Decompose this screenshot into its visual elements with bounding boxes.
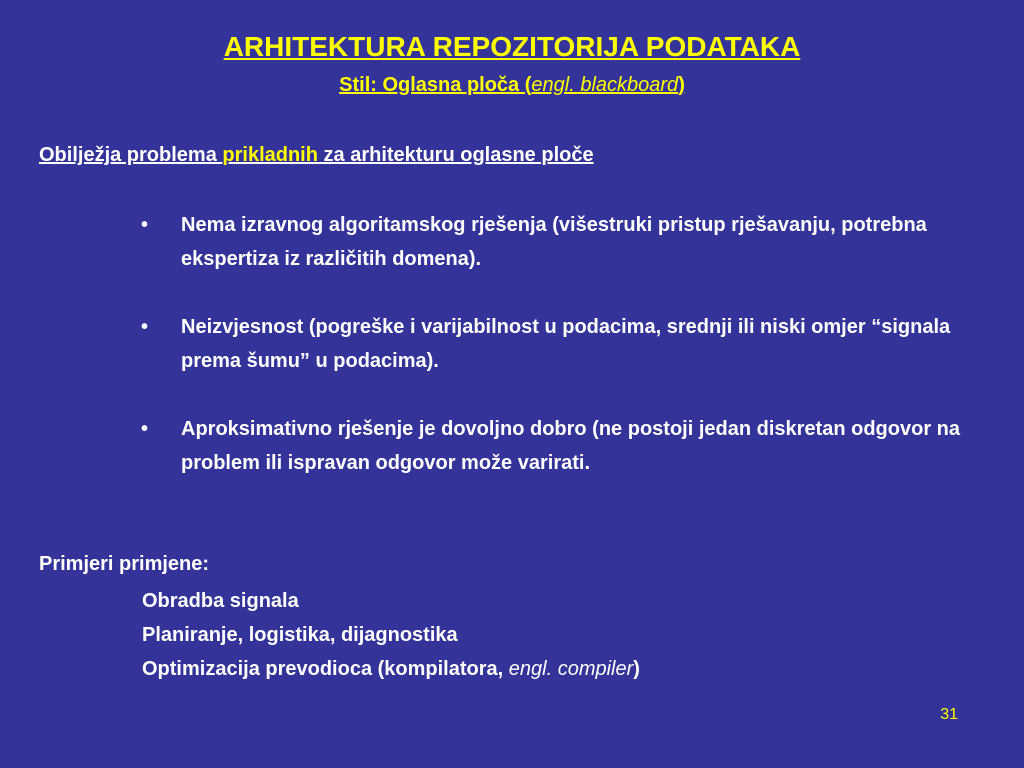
- bullet-item: [141, 412, 991, 480]
- bullet-dot-icon: •: [141, 418, 149, 440]
- bullet-dot-icon: •: [141, 316, 149, 338]
- example-compiler-prefix: Optimizacija prevodioca (kompilatora,: [142, 658, 509, 680]
- bullet-item: [141, 208, 991, 276]
- heading-before: Obilježja problema: [39, 144, 223, 166]
- bullet-text: Neizvjesnost (pogreške i varijabilnost u podacima, srednji ili niski omjer “signala prema šumu” u podacima).: [181, 316, 951, 372]
- page-number: 31: [940, 706, 958, 723]
- slide-title: ARHITEKTURA REPOZITORIJA PODATAKA: [223, 31, 801, 62]
- examples-list: [142, 584, 640, 686]
- example-item: [142, 652, 640, 686]
- example-item: Obradba signala: [142, 590, 299, 612]
- bullet-item: [141, 310, 991, 378]
- heading-highlight: prikladnih: [222, 144, 318, 166]
- bullet-dot-icon: •: [141, 214, 149, 236]
- subtitle-suffix: ): [678, 74, 685, 96]
- subtitle-prefix: Stil: Oglasna ploča (: [339, 74, 532, 96]
- example-compiler-suffix: ): [633, 658, 640, 680]
- example-compiler-italic: engl. compiler: [508, 658, 634, 680]
- examples-title: Primjeri primjene:: [39, 553, 210, 575]
- bullet-text: Nema izravnog algoritamskog rješenja (višestruki pristup rješavanju, potrebna ekspertiza iz različitih domena).: [181, 214, 927, 270]
- section-heading: [39, 142, 594, 168]
- bullet-text: Aproksimativno rješenje je dovoljno dobro (ne postoji jedan diskretan odgovor na problem ili ispravan odgovor može varirati.: [181, 418, 961, 474]
- example-item: Planiranje, logistika, dijagnostika: [142, 624, 458, 646]
- slide-subtitle: [0, 72, 1024, 98]
- heading-after: za arhitekturu oglasne ploče: [317, 144, 594, 166]
- bullet-list: [141, 208, 991, 514]
- subtitle-italic: engl. blackboard: [531, 74, 679, 96]
